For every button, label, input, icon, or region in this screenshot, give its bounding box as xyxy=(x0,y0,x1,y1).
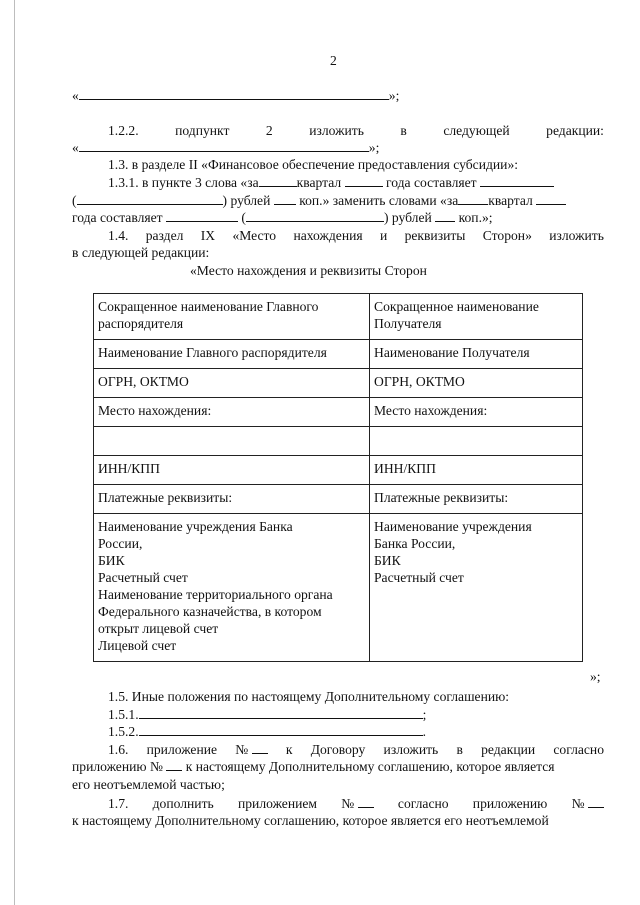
requisites-table xyxy=(93,293,583,662)
table-cell: Наименование Главного распорядителя xyxy=(94,340,370,369)
quote-blank-line-2: « »; xyxy=(72,140,380,155)
table-cell: Платежные реквизиты: xyxy=(94,485,370,514)
blank-field xyxy=(536,192,566,205)
table-cell: ИНН/КПП xyxy=(370,456,583,485)
table-cell: ОГРН, ОКТМО xyxy=(370,369,583,398)
table-cell: Сокращенное наименование Получателя xyxy=(370,294,583,340)
item-1-5: 1.5. Иные положения по настоящему Дополнительному соглашению: xyxy=(108,689,510,704)
blank-field xyxy=(79,87,389,100)
table-cell: Наименование учреждения Банка России, БИК Расчетный счет Наименование территориального органа Федерального казначейства, в котором открыт лицевой счет Лицевой счет xyxy=(94,514,370,662)
blank-field xyxy=(246,209,384,222)
table-cell: Место нахождения: xyxy=(370,398,583,427)
item-1-4-continuation: в следующей редакции: xyxy=(72,245,210,260)
blank-field xyxy=(166,758,182,771)
item-1-3-1-line-1: 1.3.1. в пункте 3 слова «за квартал года составляет xyxy=(108,174,554,191)
table-row xyxy=(94,485,583,514)
table-row xyxy=(94,340,583,369)
blank-field xyxy=(79,139,369,152)
table-cell: Наименование учреждения Банка России, БИК Расчетный счет xyxy=(370,514,583,662)
item-1-5-2: 1.5.2. . xyxy=(108,724,426,739)
item-1-3-1-line-3: года составляет ( ) рублей коп.»; xyxy=(72,210,493,225)
table-cell: Платежные реквизиты: xyxy=(370,485,583,514)
table-cell: ИНН/КПП xyxy=(94,456,370,485)
section-title: «Место нахождения и реквизиты Сторон xyxy=(190,263,427,278)
table-close-quote: »; xyxy=(590,669,601,684)
blank-field xyxy=(139,723,423,736)
item-1-6-line-2: приложению № к настоящему Дополнительному соглашению, которое является xyxy=(72,759,555,774)
item-1-2-2: 1.2.2. подпункт 2 изложить в следующей редакции: xyxy=(108,123,604,138)
item-1-6-line-3: его неотъемлемой частью; xyxy=(72,777,225,792)
table-row xyxy=(94,427,583,456)
table-row xyxy=(94,294,583,340)
blank-field xyxy=(345,174,383,187)
table-cell: Место нахождения: xyxy=(94,398,370,427)
page-number: 2 xyxy=(330,53,337,68)
table-row xyxy=(94,398,583,427)
table-cell: ОГРН, ОКТМО xyxy=(94,369,370,398)
blank-field xyxy=(358,795,374,808)
blank-field xyxy=(458,192,488,205)
blank-field xyxy=(166,209,238,222)
item-1-7-line-2: к настоящему Дополнительному соглашению, которое является его неотъемлемой xyxy=(72,813,549,828)
item-1-5-1: 1.5.1. ; xyxy=(108,707,427,722)
blank-field xyxy=(480,174,554,187)
table-row xyxy=(94,514,583,662)
table-cell: Сокращенное наименование Главного распорядителя xyxy=(94,294,370,340)
blank-field xyxy=(435,209,455,222)
table-row xyxy=(94,369,583,398)
blank-field xyxy=(252,741,268,754)
blank-field xyxy=(139,706,423,719)
blank-field xyxy=(77,192,223,205)
table-cell xyxy=(94,427,370,456)
table-cell xyxy=(370,427,583,456)
blank-field xyxy=(274,192,296,205)
item-1-4: 1.4. раздел IX «Место нахождения и реквизиты Сторон» изложить xyxy=(108,228,604,243)
item-1-6: 1.6. приложение № к Договору изложить в редакции согласно xyxy=(108,742,604,757)
page-edge-line xyxy=(14,0,15,905)
blank-field xyxy=(588,795,604,808)
item-1-3: 1.3. в разделе II «Финансовое обеспечение предоставления субсидии»: xyxy=(108,157,519,172)
table-row xyxy=(94,456,583,485)
item-1-7: 1.7. дополнить приложением № согласно приложению № xyxy=(108,795,604,812)
table-cell: Наименование Получателя xyxy=(370,340,583,369)
item-1-3-1-line-2: ( ) рублей коп.» заменить словами «за квартал xyxy=(72,192,566,209)
quote-blank-line-1: « »; xyxy=(72,88,400,103)
blank-field xyxy=(259,174,297,187)
